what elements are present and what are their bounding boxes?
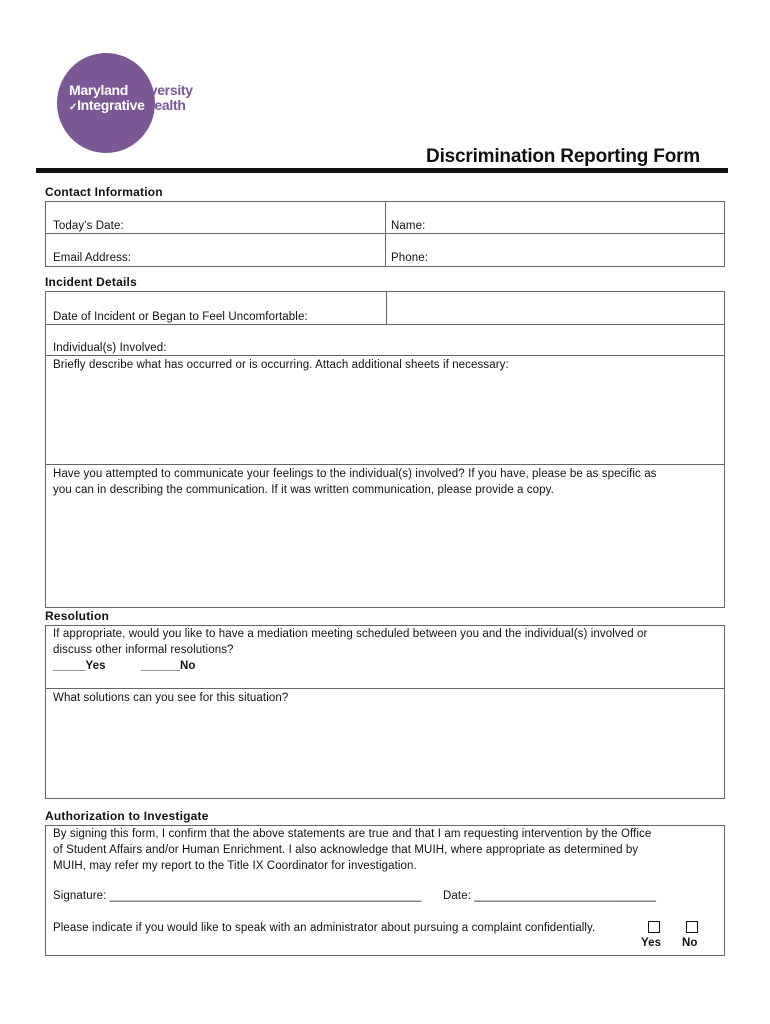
logo-text-maryland: Maryland [69,82,129,98]
logo-text-university: University [128,82,193,98]
confidential-question: Please indicate if you would like to speak with an administrator about pursuing a complaint confidentially. [53,922,596,934]
communication-question-line1[interactable]: Have you attempted to communicate your feelings to the individual(s) involved? If you have, please be as specific as [53,468,657,480]
logo-text-integrative: Integrative [77,97,145,113]
signature-field[interactable]: Signature: ________________________________________________ [53,890,422,902]
divider [45,688,725,689]
confidential-yes-checkbox[interactable] [648,921,660,933]
title-rule [36,168,728,173]
section-heading-authorization: Authorization to Investigate [45,809,209,823]
section-heading-resolution: Resolution [45,609,109,623]
email-field[interactable]: Email Address: [53,252,132,264]
section-heading-contact: Contact Information [45,185,163,199]
authorization-statement-line3: MUIH, may refer my report to the Title IX Coordinator for investigation. [53,860,417,872]
logo [69,83,193,115]
individuals-involved-field[interactable]: Individual(s) Involved: [53,342,167,354]
mediation-question-line1: If appropriate, would you like to have a mediation meeting scheduled between you and the individual(s) involved or [53,628,648,640]
section-heading-incident: Incident Details [45,275,137,289]
confidential-no-checkbox[interactable] [686,921,698,933]
incident-date-field[interactable]: Date of Incident or Began to Feel Uncomfortable: [53,311,308,323]
mediation-question-line2: discuss other informal resolutions? [53,644,234,656]
incident-table [45,291,725,608]
form-title: Discrimination Reporting Form [426,146,700,167]
divider [385,201,386,267]
logo-check-mark: ✓ [69,102,78,113]
phone-field[interactable]: Phone: [391,252,429,264]
confidential-yes-label: Yes [641,937,662,949]
confidential-no-label: No [682,937,698,949]
mediation-yes-option[interactable]: _____Yes [53,660,106,672]
communication-question-line2: you can in describing the communication. If it was written communication, please provide a copy. [53,484,554,496]
logo-text-health: Health [144,97,186,113]
mediation-no-option[interactable]: ______No [141,660,196,672]
authorization-statement-line1: By signing this form, I confirm that the above statements are true and that I am requesting intervention by the Office [53,828,652,840]
describe-incident-field[interactable]: Briefly describe what has occurred or is occurring. Attach additional sheets if necessary: [53,359,509,371]
name-field[interactable]: Name: [391,220,426,232]
authorization-statement-line2: of Student Affairs and/or Human Enrichment. I also acknowledge that MUIH, where appropriate as determined by [53,844,639,856]
divider [386,291,387,325]
divider [45,464,725,465]
todays-date-field[interactable]: Today’s Date: [53,220,124,232]
solutions-field[interactable]: What solutions can you see for this situation? [53,692,289,704]
signature-date-field[interactable]: Date: ____________________________ [443,890,657,902]
